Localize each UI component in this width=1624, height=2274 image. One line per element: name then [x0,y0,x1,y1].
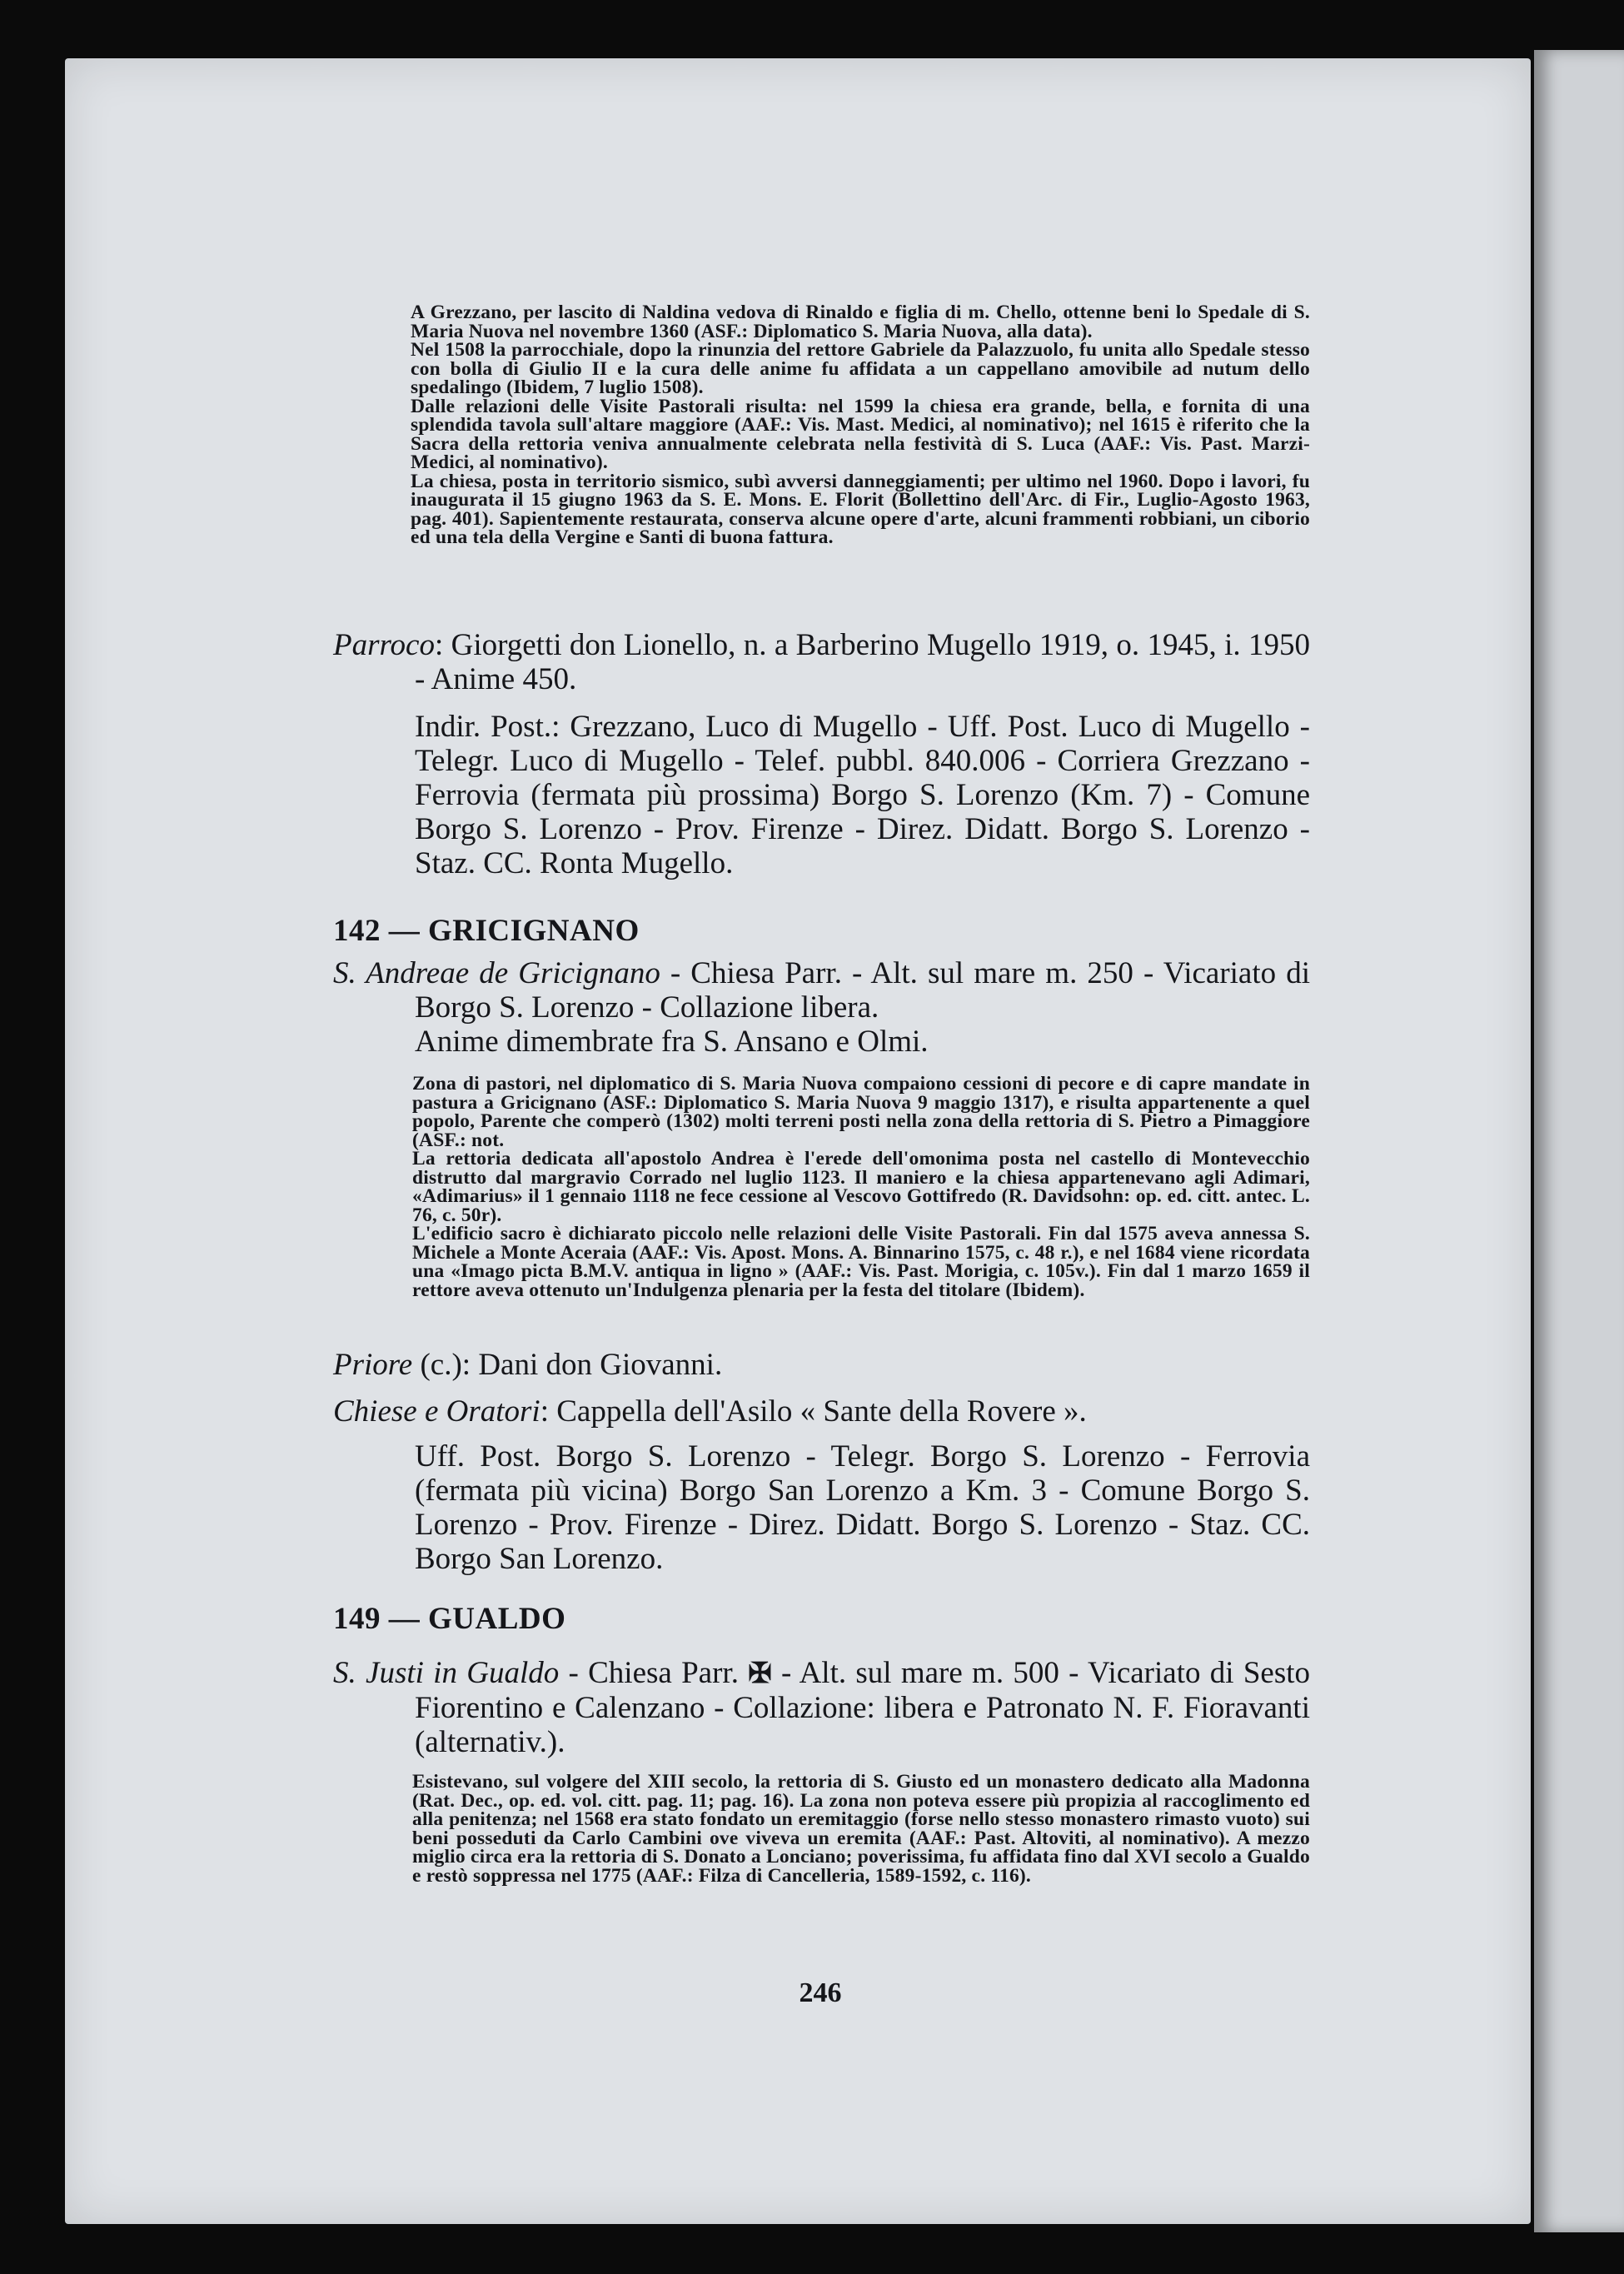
church-text: - Chiesa Parr. - Alt. sul mare m. 250 - Vicariato di Borgo S. Lorenzo - Collazione libera. [415,956,1310,1025]
chiese-line [333,1394,1310,1429]
church-line [333,1656,1310,1759]
priore-text: (c.): Dani don Giovanni. [412,1348,723,1382]
anime-text: Anime dimembrate fra S. Ansano e Olmi. [415,1025,929,1059]
parroco-label: Parroco [333,628,435,662]
maltese-cross-icon: ✠ [748,1658,772,1689]
note-paragraph: Nel 1508 la parrocchiale, dopo la rinunzia del rettore Gabriele da Palazzuolo, fu unita allo Spedale stesso con bolla di Giulio II e la cura delle anime fu affidata a un cappellano amovibile ad nutum dello spedalingo (Ibidem, 7 luglio 1508). [411,339,1310,398]
note-paragraph: La chiesa, posta in territorio sismico, subì avversi danneggiamenti; per ultimo nel 1960. Dopo i lavori, fu inaugurata il 15 giugno 1963 da S. E. Mons. E. Florit (Bollettino dell'Arc. di Fir., Luglio-Agosto 1963, pag. 401). Sapientemente restaurata, conserva alcune opere d'arte, alcuni frammenti robbiani, un ciborio ed una tela della Vergine e Santi di buona fattura. [411,470,1310,548]
chiese-label: Chiese e Oratori [333,1394,541,1429]
address-block [415,1439,1310,1576]
note-paragraph: La rettoria dedicata all'apostolo Andrea è l'erede dell'omonima posta nel castello di Montevecchio distrutto dal margravio Corrado nel luglio 1123. Il maniero e la chiesa appartenevano agli Adimari, «Adimarius» il 1 gennaio 1118 ne fece cessione al Vescovo Gottifredo (R. Davidsohn: op. ed. citt. antec. L. 76, c. 50r). [412,1148,1310,1226]
entry-heading: 142 — GRICIGNANO [333,914,640,948]
church-text: - Alt. sul mare m. 500 - Vicariato di Sesto Fiorentino e Calenzano - Collazione: libera e Patronato N. F. Fioravanti (alternativ.). [415,1656,1310,1759]
parroco-text: : Giorgetti don Lionello, n. a Barberino Mugello 1919, o. 1945, i. 1950 - Anime 450. [415,628,1310,696]
note-paragraph: L'edificio sacro è dichiarato piccolo nelle relazioni delle Visite Pastorali. Fin dal 1575 aveva annessa S. Michele a Monte Aceraia (AAF.: Vis. Apost. Mons. A. Binnarino 1575, c. 48 r.), e nel 1684 viene ricordata una «Imago picta B.M.V. antiqua in ligno » (AAF.: Vis. Past. Morigia, c. 105v.). Fin dal 1 marzo 1659 il rettore aveva ottenuto un'Indulgenza plenaria per la festa del titolare (Ibidem). [412,1223,1310,1301]
note-paragraph: Esistevano, sul volgere del XIII secolo, la rettoria di S. Giusto ed un monastero dedicato alla Madonna (Rat. Dec., op. ed. vol. citt. pag. 11; pag. 16). La zona non poteva essere più propizia al raccoglimento ed alla penitenza; nel 1568 era stato fondato un eremitaggio (forse nello stesso monastero rimasto vuoto) sui beni posseduti da Carlo Cambini ove viveva un eremita (AAF.: Past. Altoviti, al nominativo). A mezzo miglio circa era la rettoria di S. Donato a Lonciano; poverissima, fu affidata fino dal XVI secolo a Gualdo e restò soppressa nel 1775 (AAF.: Filza di Cancelleria, 1589-1592, c. 116). [412,1771,1310,1887]
address-block [415,710,1310,880]
entry-notes [412,1075,1310,1299]
priore-line [333,1348,1310,1382]
church-label: S. Justi in Gualdo [333,1656,560,1690]
top-notes [411,303,1310,547]
note-paragraph: A Grezzano, per lascito di Naldina vedova di Rinaldo e figlia di m. Chello, ottenne beni lo Spedale di S. Maria Nuova nel novembre 1360 (ASF.: Diplomatico S. Maria Nuova, alla data). [411,302,1310,342]
page-number: 246 [799,1977,842,2008]
adjacent-page-edge [1534,50,1624,2232]
priore-label: Priore [333,1348,413,1382]
entry-notes [412,1773,1310,1885]
church-label: S. Andreae de Gricignano [333,956,660,990]
note-paragraph: Dalle relazioni delle Visite Pastorali risulta: nel 1599 la chiesa era grande, bella, e fornita di una splendida tavola sull'altare maggiore (AAF.: Vis. Mast. Medici, al nominativo); nel 1615 è riferito che la Sacra della rettoria veniva annualmente celebrata nella festività di S. Luca (AAF.: Vis. Past. Marzi-Medici, al nominativo). [411,395,1310,473]
parroco-line [333,628,1310,696]
church-line [333,956,1310,1059]
note-paragraph: Zona di pastori, nel diplomatico di S. Maria Nuova compaiono cessioni di pecore e di capre mandate in pastura a Gricignano (ASF.: Diplomatico S. Maria Nuova 9 maggio 1317), e risulta appartenente a quel popolo, Parente che comperò (1302) molti terreni posti nella zona della rettoria di S. Pietro a Pimaggiore (ASF.: not. [412,1073,1310,1151]
chiese-text: : Cappella dell'Asilo « Sante della Rovere ». [540,1394,1087,1429]
address-text: Indir. Post.: Grezzano, Luco di Mugello - Uff. Post. Luco di Mugello - Telegr. Luco di Mugello - Telef. pubbl. 840.006 - Corriera Grezzano - Ferrovia (fermata più prossima) Borgo S. Lorenzo (Km. 7) - Comune Borgo S. Lorenzo - Prov. Firenze - Direz. Didatt. Borgo S. Lorenzo - Staz. CC. Ronta Mugello. [415,710,1310,880]
address-text: Uff. Post. Borgo S. Lorenzo - Telegr. Borgo S. Lorenzo - Ferrovia (fermata più vicina) Borgo San Lorenzo a Km. 3 - Comune Borgo S. Lorenzo - Prov. Firenze - Direz. Didatt. Borgo S. Lorenzo - Staz. CC. Borgo San Lorenzo. [415,1439,1310,1576]
church-text: - Chiesa Parr. [559,1656,749,1690]
entry-heading: 149 — GUALDO [333,1602,566,1636]
